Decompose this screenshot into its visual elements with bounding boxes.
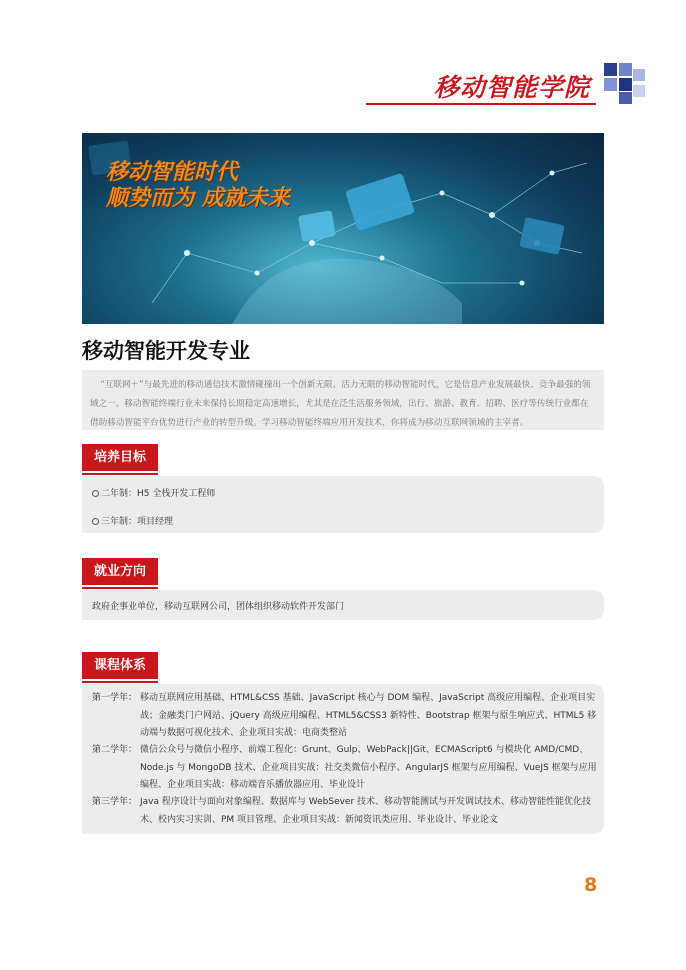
banner-subheadline: 顺势而为 成就未来 — [106, 186, 290, 211]
goal-item — [92, 486, 215, 499]
employment-panel — [82, 590, 604, 620]
goals-tag: 培养目标 — [82, 444, 158, 471]
employment-text: 政府企事业单位，移动互联网公司，团体组织移动软件开发部门 — [92, 602, 345, 612]
circle-bullet-icon — [92, 490, 99, 497]
major-intro — [82, 370, 604, 430]
curriculum-year: 第二学年： — [92, 745, 138, 755]
curriculum-desc: 微信公众号与微信小程序、前端工程化：Grunt、Gulp、WebPack||Git、ECMAScript6 与模块化 AMD/CMD、Node.js 与 MongoDB 技术、企业项目实战：社交类微信小程序、AngularJS 框架与应用编程、VueJS 框架与应用编程、企业项目实战：移动端音乐播放器应用、毕业设计 — [140, 745, 597, 790]
goal-item — [92, 514, 173, 527]
curriculum-desc: 移动互联网应用基础、HTML&CSS 基础、JavaScript 核心与 DOM 编程、JavaScript 高级应用编程、企业项目实战；金融类门户网站、jQuery 高级应用编程、HTML5&CSS3 新特性、Bootstrap 框架与原生响应式、HTML5 移动端与数据可视化技术、企业项目实战：电商类整站 — [140, 693, 597, 738]
major-title: 移动智能开发专业 — [82, 339, 250, 363]
header-title: 移动智能学院 — [433, 73, 590, 102]
curriculum-desc: Java 程序设计与面向对象编程、数据库与 WebSever 技术、移动智能测试与开发调试技术、移动智能性能优化技术、校内实习实训、PM 项目管理、企业项目实战：新闻资讯类应用、毕业设计、毕业论文 — [140, 797, 592, 825]
circle-bullet-icon — [92, 518, 99, 525]
intro-paragraph: “互联网＋”与最先进的移动通信技术激情碰撞出一个创新无限、活力无限的移动智能时代，它是信息产业发展最快、竞争最强的领域之一。移动智能终端行业未来保持长期稳定高速增长，尤其是在泛生活服务领域，出行、旅游、教育、招聘、医疗等传统行业都在借助移动智能平台优势进行产业的转型升级。学习移动智能终端应用开发技术，你将成为移动互联网领域的主宰者。 — [90, 380, 591, 428]
header-divider — [366, 103, 596, 105]
goal-text: 二年制：H5 全栈开发工程师 — [101, 489, 216, 499]
employment-tag: 就业方向 — [82, 558, 158, 585]
banner-headline: 移动智能时代 — [106, 160, 239, 185]
goal-text: 三年制：项目经理 — [101, 517, 174, 527]
hero-banner — [82, 133, 604, 324]
curriculum-year: 第一学年： — [92, 693, 138, 703]
curriculum-panel — [82, 684, 604, 834]
curriculum-year: 第三学年： — [92, 797, 138, 807]
goals-panel — [82, 476, 604, 533]
brand-squares-icon — [604, 63, 646, 105]
curriculum-tag: 课程体系 — [82, 652, 158, 679]
page-number: 8 — [584, 874, 598, 896]
